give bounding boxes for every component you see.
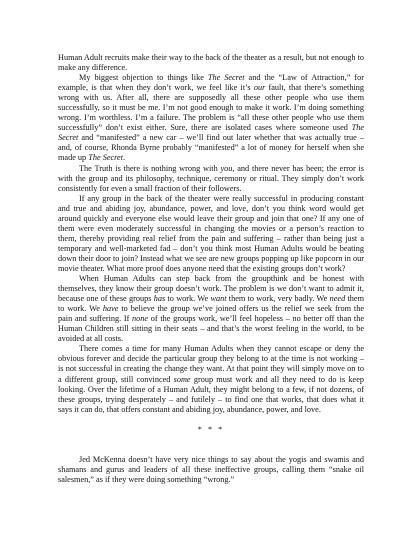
italic-text: have	[102, 304, 119, 314]
text-run: There comes a time for many Human Adults when they cannot escape or deny the obvious forever and decide the particular group they belong to at the time is not working – is not successful in creating the change they want. At that point they will simply move on to a different group, still convinced	[58, 344, 364, 384]
paragraph	[58, 455, 364, 485]
paragraph	[58, 164, 364, 194]
section-separator: * * *	[197, 424, 225, 434]
italic-text: need	[329, 294, 346, 304]
body-text	[58, 53, 364, 485]
paragraph	[58, 53, 364, 73]
italic-text: none	[132, 314, 149, 324]
italic-text: some	[173, 374, 191, 384]
text-run: group must work and all they need to do is keep looking. Over the lifetime of a Human Adult, they might belong to a few, if not dozens, of these groups, trying desperately – and futilely – to find one that works, that does what it says it can do, that offers constant and abiding joy, abundance, power, and love.	[58, 374, 364, 414]
text-run: Human Adult recruits make their way to the back of the theater as a result, but not enough to make any difference.	[58, 53, 364, 73]
paragraph	[58, 344, 364, 414]
text-run: to work. We	[165, 294, 211, 304]
text-run: them to work. We	[58, 294, 364, 314]
text-run: When Human Adults can step back from the groupthink and be honest with themselves, they know their group doesn’t work. The problem is we don’t want to admit it, because one of these groups	[58, 274, 364, 304]
italic-text: you	[220, 163, 233, 173]
paragraph	[58, 274, 364, 344]
text-run: Jed McKenna doesn’t have very nice things to say about the yogis and swamis and shamans and gurus and leaders of all these ineffective groups, calling them “snake oil salesmen,” as if they were doing something “wrong.”	[58, 454, 364, 484]
italic-text: The Secret	[58, 123, 364, 143]
italic-text: has	[153, 294, 166, 304]
text-run: them to work, very badly. We	[226, 294, 330, 304]
paragraph	[58, 73, 364, 163]
text-run: to believe the group we’ve joined offers us the relief we seek from the pain and suffering. If	[58, 304, 365, 324]
text-run: of the groups work, we’ll feel hopeless – no better off than the Human Children still sitting in their seats – and that’s the worst feeling in the world, to be avoided at all costs.	[58, 314, 364, 344]
italic-text: our	[253, 83, 266, 93]
text-run: and the “Law of Attraction,” for example, is that when they don’t work, we feel like it’s	[58, 73, 364, 93]
paragraph	[58, 194, 364, 274]
text-run: .	[123, 153, 126, 163]
italic-text: The Secret	[207, 73, 245, 83]
text-run: , and there never has been; the error is with the group and its philosophy, technique, ceremony or ritual. They simply don’t work consistently for even a small fraction of their followers.	[58, 163, 364, 193]
text-run: My biggest objection to things like	[79, 73, 208, 83]
italic-text: want	[210, 294, 227, 304]
text-run: fault, that there’s something wrong with us. After all, there are supposedly all these other people who use them successfully, so it must be me. I’m not good enough to make it work. I’m doing something wrong. I’m worthless. I’m a failure. The problem is “all these other people who use them successfully” don’t exist either. Sure, there are isolated cases where someone used	[58, 83, 364, 133]
text-run: The Truth is there is nothing wrong with	[79, 163, 221, 173]
text-run: If any group in the back of the theater were really successful in producing constant and true and abiding joy, abundance, power, and love, don’t you think word would get around quickly and everyone else would leave their group and join that one? If any one of them were even moderately successful in changing the movies or a person’s reaction to them, thereby providing real relief from the pain and suffering – rather than being just a temporary and well-marketed fad – don’t you think most Human Adults would be beating down their door to join? Instead what we see are new groups popping up like popcorn in our movie theater. What more proof does anyone need that the existing groups don’t work?	[58, 193, 364, 273]
text-run: and “manifested” a new car – we’ll find out later whether that was actually true – and, of course, Rhonda Byrne probably “manifested” a lot of money for herself when she made up	[58, 133, 364, 163]
italic-text: The Secret	[88, 153, 123, 163]
